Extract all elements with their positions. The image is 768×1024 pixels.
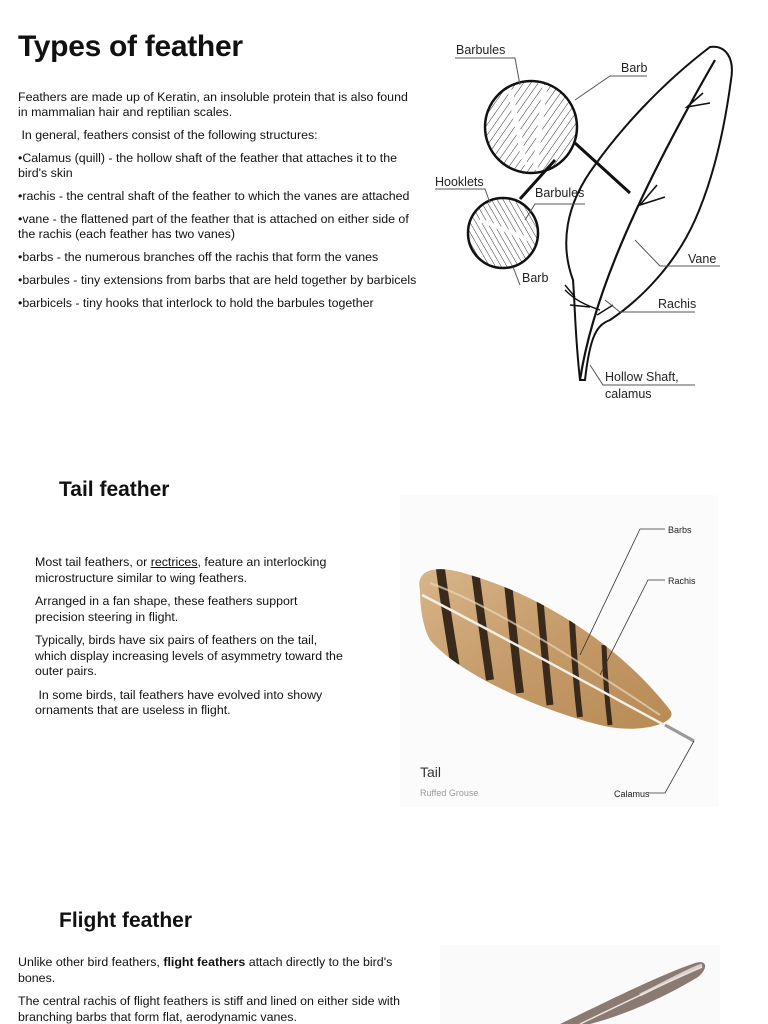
tail-label-barbs: Barbs — [668, 525, 692, 535]
tail-heading: Tail feather — [59, 478, 170, 501]
tail-calamus — [665, 725, 694, 741]
structure-item-barbicels: •barbicels - tiny hooks that interlock to hold the barbules together — [18, 296, 374, 310]
structure-item-rachis: •rachis - the central shaft of the feather to which the vanes are attached — [18, 189, 410, 203]
tail-label-rachis: Rachis — [668, 576, 696, 586]
tail-text — [35, 555, 345, 727]
flight-text — [18, 955, 408, 1024]
structure-item-barbules: •barbules - tiny extensions from barbs that are held together by barbicels — [18, 273, 417, 287]
feather-structure-diagram — [425, 35, 755, 410]
structure-item-barbs: •barbs - the numerous branches off the rachis that form the vanes — [18, 250, 379, 264]
tail-label-calamus: Calamus — [614, 789, 650, 799]
tail-paragraph-1 — [35, 555, 345, 586]
flight-feathers-term: flight feathers — [163, 955, 246, 969]
intro-paragraph: Feathers are made up of Keratin, an insoluble protein that is also found in mammalian hair and reptilian scales. — [18, 90, 408, 119]
tail-paragraph-2: Arranged in a fan shape, these feathers support precision steering in flight. — [35, 594, 298, 624]
label-barb-top: Barb — [621, 61, 648, 75]
tail-subcaption: Ruffed Grouse — [420, 788, 479, 798]
flight-p1-end: attach directly to the bird's bones. — [18, 955, 393, 985]
flight-paragraph-1 — [18, 955, 408, 986]
label-vane: Vane — [688, 252, 717, 266]
intro-text — [18, 90, 418, 319]
flight-paragraph-2: The central rachis of flight feathers is stiff and lined on either side with branching barbs that form flat, aerodynamic vanes. — [18, 994, 401, 1024]
intro-lead: In general, feathers consist of the following structures: — [18, 128, 318, 142]
label-hooklets: Hooklets — [435, 175, 484, 189]
structure-item-vane: •vane - the flattened part of the feather that is attached on either side of the rachis (each feather has two vanes) — [18, 212, 409, 241]
tail-paragraph-3: Typically, birds have six pairs of feathers on the tail, which display increasing levels of asymmetry toward the outer pairs. — [35, 633, 343, 678]
hooklets-zoom-circle — [468, 198, 538, 268]
label-barbules-mid: Barbules — [535, 186, 585, 200]
flight-heading: Flight feather — [59, 909, 193, 932]
rectrices-term: rectrices — [150, 555, 198, 569]
tail-caption: Tail — [420, 764, 442, 780]
label-barbules-top: Barbules — [456, 43, 506, 57]
tail-feather-figure — [400, 495, 718, 807]
barbules-zoom-circle — [485, 81, 577, 173]
label-shaft-line1: Hollow Shaft, — [605, 370, 679, 384]
tail-p1-start: Most tail feathers, or — [35, 555, 151, 569]
page-title: Types of feather — [18, 30, 243, 63]
label-shaft-line2: calamus — [605, 387, 652, 401]
structure-item-calamus: •Calamus (quill) - the hollow shaft of the feather that attaches it to the bird's skin — [18, 151, 398, 180]
flight-feather-figure — [440, 945, 720, 1024]
label-barb-bottom: Barb — [522, 271, 549, 285]
tail-paragraph-4: In some birds, tail feathers have evolved into showy ornaments that are useless in flight. — [35, 687, 326, 717]
label-rachis: Rachis — [658, 297, 697, 311]
tail-p1-end: , feature an interlocking microstructure similar to wing feathers. — [35, 555, 327, 585]
flight-p1-start: Unlike other bird feathers, — [18, 955, 164, 969]
